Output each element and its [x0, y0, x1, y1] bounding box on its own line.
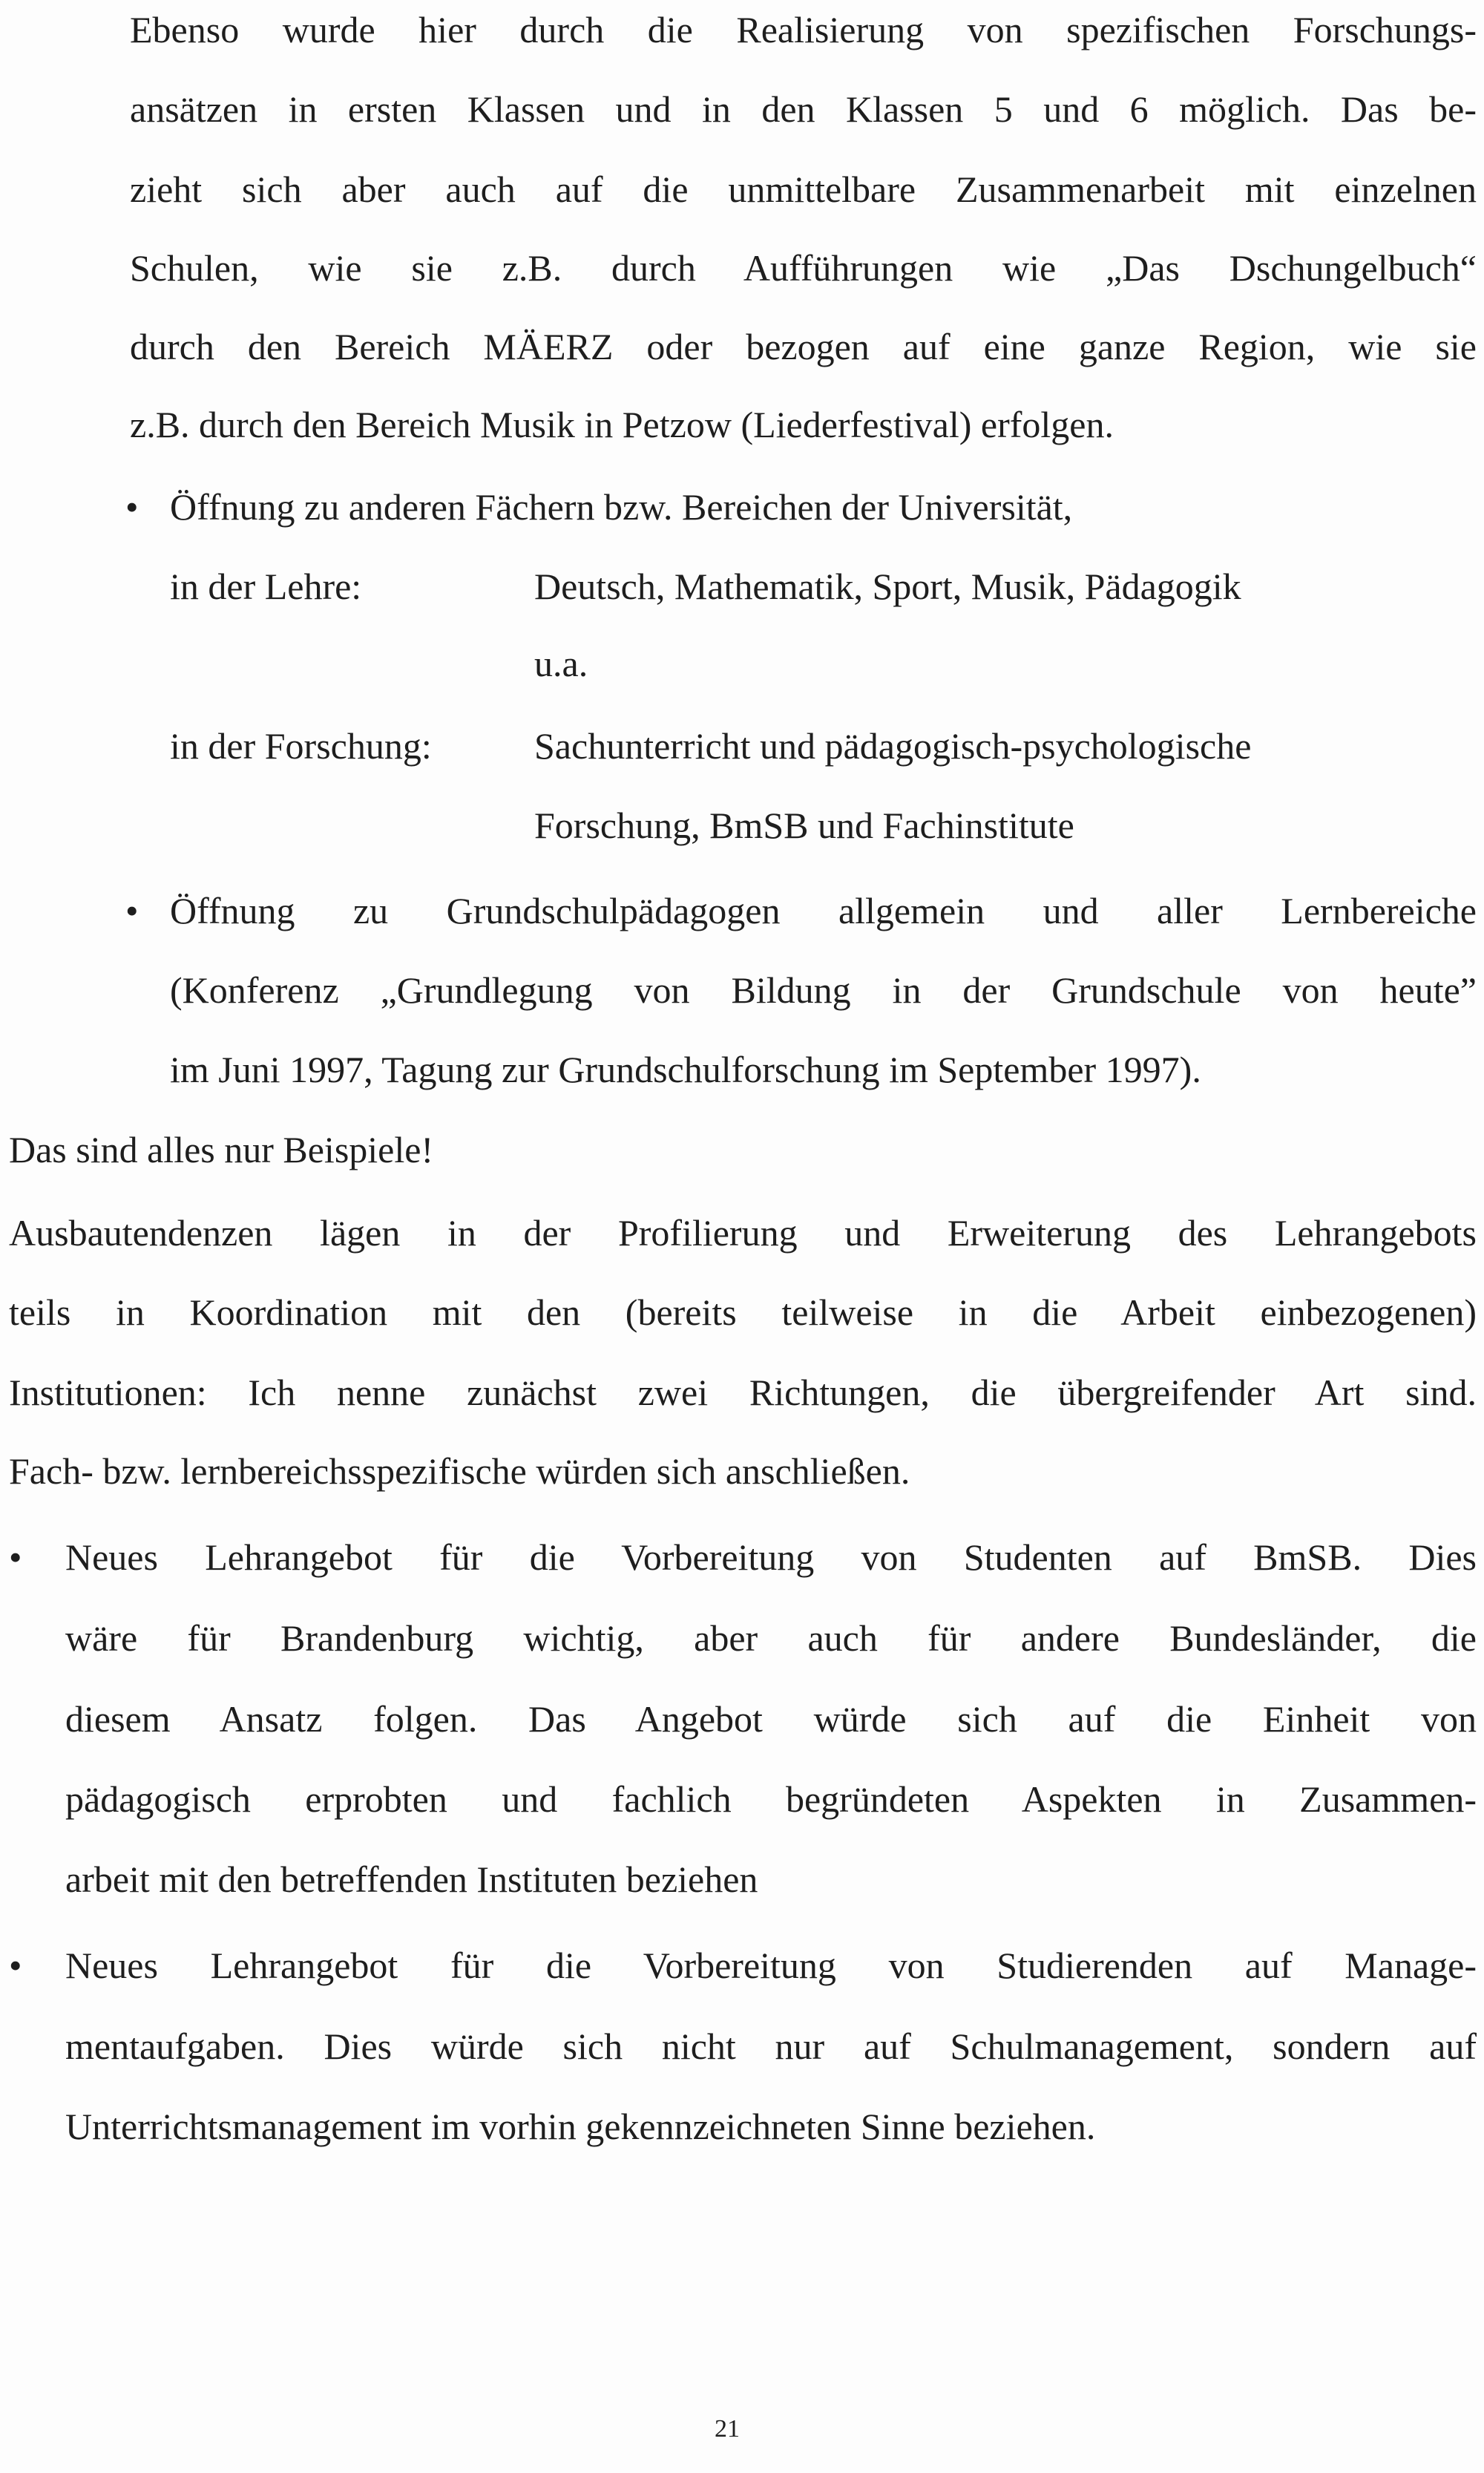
paragraph-1-line-3: zieht sich aber auch auf die unmittelbare Zusammenarbeit mit einzelnen: [130, 168, 1477, 210]
research-label: in der Forschung:: [170, 725, 432, 767]
research-fields-line-1: Sachunterricht und pädagogisch-psychologische: [534, 725, 1252, 767]
bullet-marker: •: [9, 1945, 22, 1986]
list-1-item-2-line-1: Öffnung zu Grundschulpädagogen allgemein und aller Lernbereiche: [170, 890, 1477, 931]
paragraph-1-line-4: Schulen, wie sie z.B. durch Aufführungen wie „Das Dschungelbuch“: [130, 247, 1477, 289]
paragraph-2-line-1: Ausbautendenzen lägen in der Profilierung und Erweiterung des Lehrangebots: [9, 1212, 1477, 1254]
paragraph-1-line-6: z.B. durch den Bereich Musik in Petzow (Liederfestival) erfolgen.: [130, 404, 1114, 445]
paragraph-1-line-5: durch den Bereich MÄERZ oder bezogen auf eine ganze Region, wie sie: [130, 326, 1477, 367]
research-fields-line-2: Forschung, BmSB und Fachinstitute: [534, 805, 1074, 846]
paragraph-2-line-4: Fach- bzw. lernbereichsspezifische würden sich anschließen.: [9, 1450, 910, 1492]
list-2-item-1-line-2: wäre für Brandenburg wichtig, aber auch für andere Bundesländer, die: [65, 1617, 1477, 1659]
list-1-item-1-title: Öffnung zu anderen Fächern bzw. Bereichen der Universität,: [170, 486, 1073, 528]
teaching-subjects-line-2: u.a.: [534, 643, 588, 684]
list-2-item-1-line-1: Neues Lehrangebot für die Vorbereitung von Studenten auf BmSB. Dies: [65, 1536, 1477, 1578]
list-1-item-2-line-3: im Juni 1997, Tagung zur Grundschulforschung im September 1997).: [170, 1049, 1201, 1090]
page-number: 21: [715, 2415, 740, 2443]
list-2-item-2-line-2: mentaufgaben. Dies würde sich nicht nur auf Schulmanagement, sondern auf: [65, 2025, 1477, 2067]
list-2-item-1-line-5: arbeit mit den betreffenden Instituten beziehen: [65, 1858, 758, 1900]
bullet-marker: •: [125, 890, 139, 931]
list-2-item-2-line-3: Unterrichtsmanagement im vorhin gekennzeichneten Sinne beziehen.: [65, 2106, 1096, 2147]
teaching-label: in der Lehre:: [170, 566, 362, 607]
list-2-item-1-line-3: diesem Ansatz folgen. Das Angebot würde sich auf die Einheit von: [65, 1698, 1477, 1740]
list-2-item-2-line-1: Neues Lehrangebot für die Vorbereitung von Studierenden auf Manage-: [65, 1945, 1477, 1986]
paragraph-1-line-1: Ebenso wurde hier durch die Realisierung von spezifischen Forschungs-: [130, 9, 1477, 50]
list-1-item-2-line-2: (Konferenz „Grundlegung von Bildung in der Grundschule von heute”: [170, 969, 1477, 1011]
list-2-item-1-line-4: pädagogisch erprobten und fachlich begründeten Aspekten in Zusammen-: [65, 1778, 1477, 1820]
bullet-marker: •: [125, 486, 139, 528]
teaching-subjects-line-1: Deutsch, Mathematik, Sport, Musik, Pädagogik: [534, 566, 1241, 607]
bullet-marker: •: [9, 1536, 22, 1578]
examples-statement: Das sind alles nur Beispiele!: [9, 1129, 434, 1170]
paragraph-1-line-2: ansätzen in ersten Klassen und in den Klassen 5 und 6 möglich. Das be-: [130, 88, 1477, 130]
paragraph-2-line-2: teils in Koordination mit den (bereits teilweise in die Arbeit einbezogenen): [9, 1291, 1477, 1333]
paragraph-2-line-3: Institutionen: Ich nenne zunächst zwei Richtungen, die übergreifender Art sind.: [9, 1372, 1477, 1413]
